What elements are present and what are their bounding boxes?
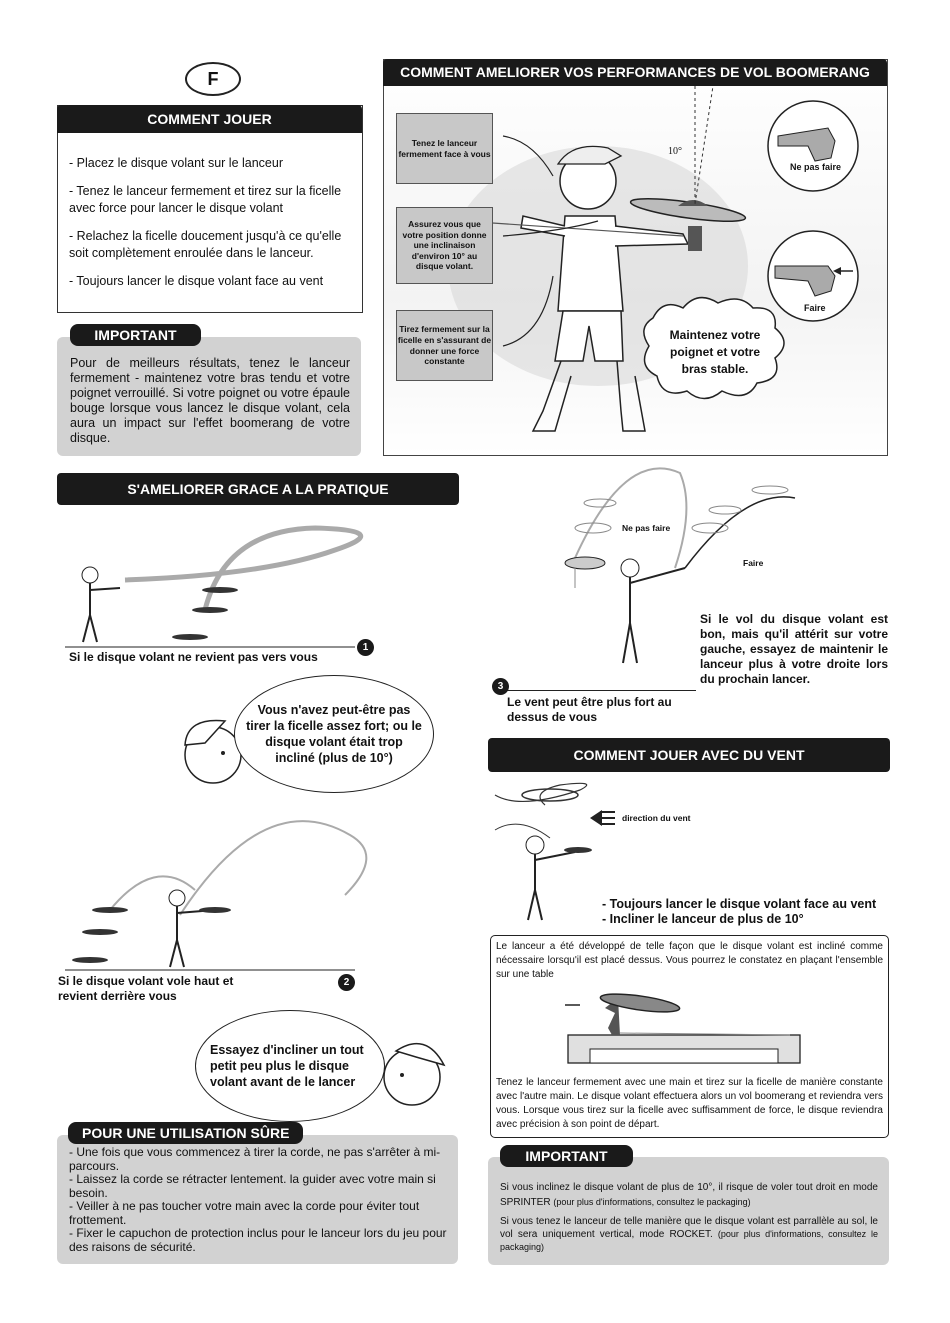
securite-item: - Veiller à ne pas toucher votre main avec la corde pour éviter tout frottement.	[69, 1199, 420, 1227]
case3-ne-pas-faire: Ne pas faire	[622, 523, 671, 533]
important2-p2	[500, 1215, 878, 1254]
language-badge: F	[185, 62, 241, 96]
bubble-1: Vous n'avez peut-être pas tirer la ficelle assez fort; ou le disque volant était trop incliné (plus de 10°)	[234, 675, 434, 793]
case3-number: 3	[492, 678, 509, 695]
direction-du-vent: direction du vent	[622, 813, 691, 823]
important2-p2-text: Si vous tenez le lanceur de telle manière que le disque volant est parrallèle au sol, le vol sera uniquement vertical, mode ROCKET.	[500, 1216, 878, 1240]
case3-line	[503, 690, 696, 691]
case1-number: 1	[357, 639, 374, 656]
case3-faire: Faire	[743, 558, 764, 568]
vent-box-text-1: Le lanceur a été développé de telle façon que le disque volant est incliné comme nécessaire lorsqu'il est placé dessus. Vous pourrez le constatez en plaçant l'ensemble sur une table	[496, 941, 883, 980]
securite-item: - Une fois que vous commencez à tirer la corde, ne pas s'arrêter à mi-parcours.	[69, 1145, 441, 1173]
important-text: Pour de meilleurs résultats, tenez le lanceur fermement - maintenez votre bras tendu et votre poignet verrouillé. Si votre poignet ou votre épaule bouge lorsque vous lancez le disque volant, cela aura un impact sur l'effet boomerang de votre disque.	[70, 356, 350, 445]
case2-illustration	[65, 815, 365, 970]
callout-assurez: Assurez vous que votre position donne une inclinaison d'environ 10° au disque volant.	[396, 207, 493, 284]
angle-label: 10°	[668, 146, 682, 157]
comment-jouer-list	[69, 155, 355, 290]
important2-p1-small: (pour plus d'informations, consultez le packaging)	[553, 1197, 751, 1207]
case1-caption: Si le disque volant ne revient pas vers vous	[69, 650, 318, 664]
comment-jouer-item: - Relachez la ficelle doucement jusqu'à ce qu'elle soit complètement enroulée dans le lanceur.	[69, 229, 342, 260]
ne-pas-faire-label: Ne pas faire	[790, 162, 842, 172]
callout-tenez: Tenez le lanceur fermement face à vous	[396, 113, 493, 184]
vent-tip-1: - Toujours lancer le disque volant face au vent	[602, 897, 877, 911]
comment-jouer-item: - Toujours lancer le disque volant face au vent	[69, 274, 324, 288]
case2-number: 2	[338, 974, 355, 991]
comment-jouer-title: COMMENT JOUER	[57, 105, 362, 133]
case3-caption: Le vent peut être plus fort au dessus de vous	[507, 695, 672, 724]
performances-title: COMMENT AMELIORER VOS PERFORMANCES DE VOL BOOMERANG	[383, 59, 887, 86]
securite-item: - Fixer le capuchon de protection inclus pour le lanceur lors du jeu pour des raisons de sécurité.	[69, 1226, 447, 1254]
securite-title: POUR UNE UTILISATION SÛRE	[68, 1122, 303, 1144]
case2-caption: Si le disque volant vole haut et revient derrière vous	[58, 974, 234, 1003]
important2-p2-small: (pour plus d'informations, consultez le packaging)	[500, 1229, 879, 1252]
securite-item: - Laissez la corde se rétracter lentement. la guider avec votre main si besoin.	[69, 1172, 436, 1200]
important2-p1-text: Si vous inclinez le disque volant de plus de 10°, il risque de voler tout droit en mode SPRINTER	[500, 1182, 878, 1208]
faire-label: Faire	[804, 303, 826, 313]
important2-p1	[500, 1181, 878, 1210]
vent-box-text-2: Tenez le lanceur fermement avec une main et tirez sur la ficelle de manière constante avec l'autre main. Le disque volant effectuera alors un vol boomerang et reviendra vers vous. Lorsque vous tirez sur la ficelle avec suffisamment de force, le disque reviendra avec précision à son point de départ.	[496, 1077, 883, 1130]
callout-tirez: Tirez fermement sur la ficelle en s'assurant de donner une force constante	[396, 310, 493, 381]
comment-jouer-item: - Tenez le lanceur fermement et tirez sur la ficelle avec force pour lancer le disque volant	[69, 184, 342, 215]
boy-face-2	[376, 1035, 451, 1115]
bubble-2: Essayez d'incliner un tout petit peu plus le disque volant avant de le lancer	[195, 1010, 385, 1122]
comment-jouer-item: - Placez le disque volant sur le lanceur	[69, 156, 284, 170]
case3-text: Si le vol du disque volant est bon, mais qu'il attérit sur votre gauche, essayez de maintenir le lanceur plus à votre droite lors du prochain lancer.	[700, 612, 888, 686]
securite-list	[69, 1146, 449, 1254]
table-illustration	[560, 993, 810, 1073]
important-title: IMPORTANT	[70, 324, 201, 346]
maintenez-text: Maintenez votre poignet et votre bras stable.	[669, 328, 761, 376]
case1-illustration	[65, 520, 365, 650]
vent-tip-2: - Incliner le lanceur de plus de 10°	[602, 912, 804, 926]
vent-title: COMMENT JOUER AVEC DU VENT	[488, 738, 890, 772]
important2-title: IMPORTANT	[500, 1145, 633, 1167]
pratique-title: S'AMELIORER GRACE A LA PRATIQUE	[57, 473, 459, 505]
